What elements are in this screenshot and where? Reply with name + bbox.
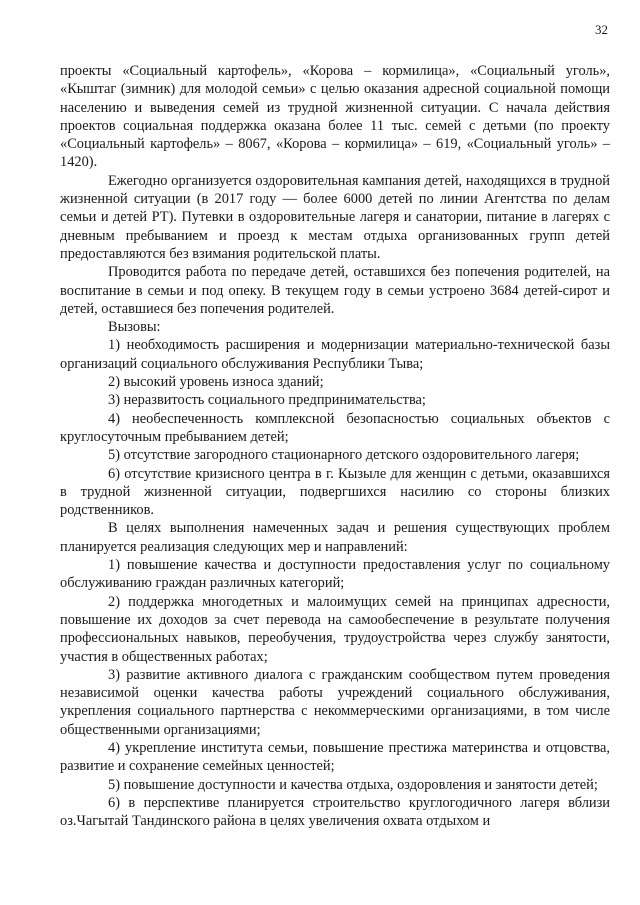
measure-item-2: 2) поддержка многодетных и малоимущих семей на принципах адресности, повышение их доходов за счет перевода на самообеспечение в результате получения профессиональных навыков, переобучения, трудоустройства через службу занятости, участия в общественных работах; bbox=[60, 593, 610, 665]
measures-intro: В целях выполнения намеченных задач и решения существующих проблем планируется реализация следующих мер и направлений: bbox=[60, 520, 610, 555]
challenge-item-4: 4) необеспеченность комплексной безопасностью социальных объектов с круглосуточным пребыванием детей; bbox=[60, 410, 610, 445]
challenge-item-6: 6) отсутствие кризисного центра в г. Кызыле для женщин с детьми, оказавшихся в трудной жизненной ситуации, подвергшихся насилию со стороны близких родственников. bbox=[60, 465, 610, 519]
measure-item-4: 4) укрепление института семьи, повышение престижа материнства и отцовства, развитие и сохранение семейных ценностей; bbox=[60, 739, 610, 775]
measure-item-3: 3) развитие активного диалога с гражданским сообществом путем проведения независимой оценки качества работы учреждений социального обслуживания, укрепления социального партнерства с некоммерческими организациями, в том числе общественными организациями; bbox=[60, 666, 610, 738]
measure-item-1: 1) повышение качества и доступности предоставления услуг по социальному обслуживанию граждан различных категорий; bbox=[60, 557, 610, 592]
paragraph-foster-care: Проводится работа по передаче детей, оставшихся без попечения родителей, на воспитание в семьи и под опеку. В текущем году в семьи устроено 3684 детей-сирот и детей, оставшиеся без попечения родителей. bbox=[60, 264, 610, 317]
challenge-item-3: 3) неразвитость социального предпринимательства; bbox=[108, 392, 426, 409]
page-number: 32 bbox=[595, 22, 608, 37]
body-text bbox=[60, 62, 610, 830]
challenge-item-5: 5) отсутствие загородного стационарного детского оздоровительного лагеря; bbox=[108, 447, 580, 464]
paragraph-health-campaign: Ежегодно организуется оздоровительная кампания детей, находящихся в трудной жизненной ситуации (в 2017 году — более 6000 детей по линии Агентства по делам семьи и детей РТ). Путевки в оздоровительные лагеря и санатории, питание в лагерях с дневным пребыванием и проезд к местам отдыха организованных групп детей предоставляются без взимания родительской платы. bbox=[60, 172, 610, 262]
measure-item-5: 5) повышение доступности и качества отдыха, оздоровления и занятости детей; bbox=[108, 776, 598, 793]
challenges-heading: Вызовы: bbox=[108, 319, 161, 336]
challenge-item-1: 1) необходимость расширения и модернизации материально-технической базы организаций социального обслуживания Республики Тыва; bbox=[60, 337, 610, 372]
measure-item-6: 6) в перспективе планируется строительство круглогодичного лагеря вблизи оз.Чагытай Тандинского района в целях увеличения охвата отдыхом и bbox=[60, 794, 610, 830]
challenge-item-2: 2) высокий уровень износа зданий; bbox=[108, 374, 324, 391]
paragraph-projects-continuation: проекты «Социальный картофель», «Корова – кормилица», «Социальный уголь», «Кыштаг (зимник) для молодой семьи» с целью оказания адресной социальной помощи населению и выведения семей из трудной жизненной ситуации. С начала действия проектов социальная поддержка оказана более 11 тыс. семей с детьми (по проекту «Социальный картофель» – 8067, «Корова – кормилица» – 619, «Социальный уголь» – 1420). bbox=[60, 63, 610, 171]
